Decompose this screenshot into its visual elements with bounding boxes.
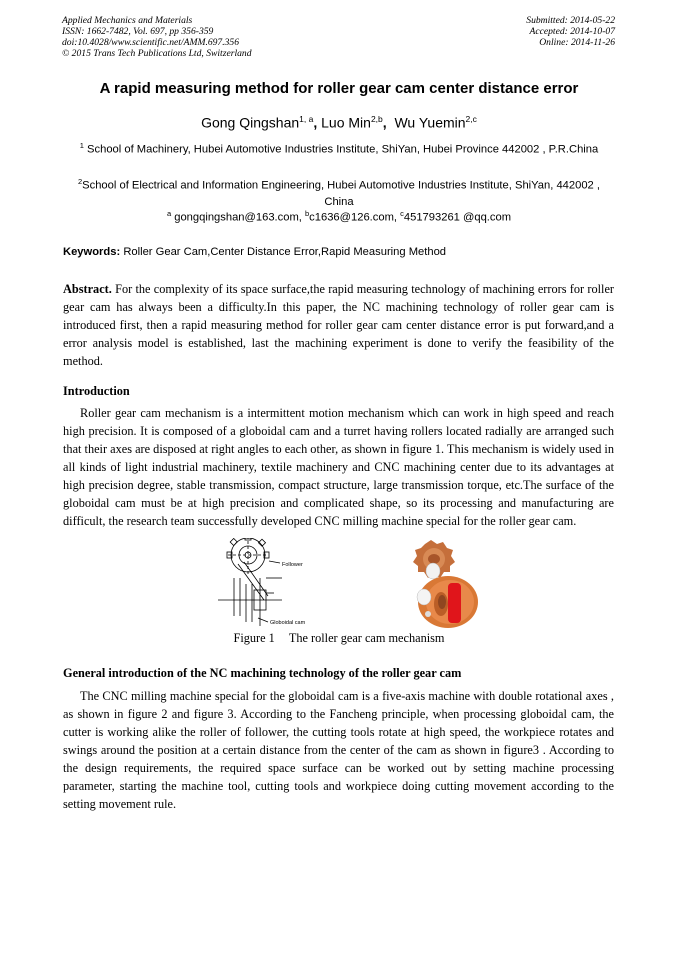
figure-caption-number: Figure 1: [233, 631, 275, 645]
keywords: [63, 246, 446, 258]
follower-label: Follower: [282, 562, 303, 568]
abstract-label: Abstract.: [63, 282, 112, 296]
paper-title: A rapid measuring method for roller gear cam center distance error: [99, 80, 579, 97]
author-sup: 2,b: [370, 114, 383, 124]
mechanism-schematic: [218, 538, 282, 626]
email-sup: b: [305, 209, 310, 218]
introduction-paragraph: Roller gear cam mechanism is a intermittent motion mechanism which can work in high speed and reach high precision. It is composed of a globoidal cam and a turret having rollers located radially are arranged such that their axes are disposed at right angles to each other, as shown in figure 1. This mechanism is widely used in all kinds of light industrial machinery, textile machinery and CNC machining center due to its advantages at high precision degree, stable transmission, compact structure, large transmission torque, etc.The surface of the globoidal cam must be at high precision and complicated shape, so its processing and manufacturing are difficult, the research team successfully developed CNC milling machine special for the roller gear cam.: [63, 406, 614, 529]
figure-1-graphic: [212, 538, 484, 630]
author-name: Luo Min: [321, 114, 371, 131]
journal-name: Applied Mechanics and Materials: [62, 15, 193, 26]
affiliation-text: School of Electrical and Information Engineering, Hubei Automotive Industries Institute, ShiYan, 442002 , China: [82, 179, 600, 208]
email-link[interactable]: c1636@126.com,: [309, 211, 401, 224]
author-sup: 1, a: [299, 114, 314, 124]
figure-1-caption: [0, 631, 678, 646]
author-name: Gong Qingshan: [201, 114, 300, 131]
email-link[interactable]: 451793261 @qq.com: [403, 211, 512, 224]
author-list: [0, 114, 678, 131]
email-sup: c: [400, 209, 404, 218]
nc-machining-paragraph: The CNC milling machine special for the globoidal cam is a five-axis machine with double rotational axes , as shown in figure 2 and figure 3. According to the Fancheng principle, when processing globoidal cam, the cutter is working alike the roller of follower, the cutting tools rotate at high speed, the workpiece rotates and swings around the position at a certain distance from the center of the cam as shown in figure3 . According to the design requirements, the required space surface can be worked out by setting machine processing parameter, starting the machine tool, cutting tools and workpiece doing cutting movement according to the setting movement rule.: [63, 689, 614, 812]
author-name: Wu Yuemin: [394, 114, 466, 131]
figure-caption-text: The roller gear cam mechanism: [288, 631, 445, 645]
keywords-label: Keywords:: [63, 246, 121, 258]
email-link[interactable]: gongqingshan@163.com,: [174, 211, 305, 224]
accepted-date: Accepted: 2014-10-07: [529, 26, 615, 37]
affiliation-text: School of Machinery, Hubei Automotive Industries Institute, ShiYan, Hubei Province 442002 , P.R.China: [87, 143, 599, 156]
globoidal-cam-label: Globoidal cam: [270, 620, 306, 626]
email-list: [0, 209, 678, 224]
dates-header: [526, 15, 615, 48]
figure-1: [212, 538, 484, 630]
affiliation-1: [62, 138, 616, 158]
affiliation-2: [62, 174, 616, 210]
issn-line: ISSN: 1662-7482, Vol. 697, pp 356-359: [62, 26, 214, 37]
section-heading-nc-machining: General introduction of the NC machining technology of the roller gear cam: [63, 666, 462, 680]
doi-line: doi:10.4028/www.scientific.net/AMM.697.356: [62, 37, 240, 48]
online-date: Online: 2014-11-26: [539, 37, 615, 48]
abstract: [63, 280, 614, 370]
email-sup: a: [166, 209, 172, 218]
affiliation-sup: 2: [77, 177, 83, 186]
author-sup: 2,c: [465, 114, 477, 124]
author-separator: ,: [313, 114, 322, 131]
mechanism-render: [413, 540, 478, 628]
author-separator: ,: [382, 114, 395, 131]
section-heading-introduction: Introduction: [63, 384, 130, 398]
copyright-line: © 2015 Trans Tech Publications Ltd, Switzerland: [62, 48, 252, 59]
submitted-date: Submitted: 2014-05-22: [526, 15, 615, 26]
affiliation-sup: 1: [79, 141, 84, 150]
abstract-text: For the complexity of its space surface,the rapid measuring technology of machining errors for roller gear cam has always been a difficulty.In this paper, the NC machining technology of roller gear cam is introduced first, then a rapid measuring method for roller gear cam center distance error is put forward,and a error analysis model is established, last the machining experiment is done to verify the feasibility of the method.: [63, 282, 614, 369]
journal-header: [62, 15, 252, 59]
keywords-text: Roller Gear Cam,Center Distance Error,Rapid Measuring Method: [123, 246, 447, 258]
